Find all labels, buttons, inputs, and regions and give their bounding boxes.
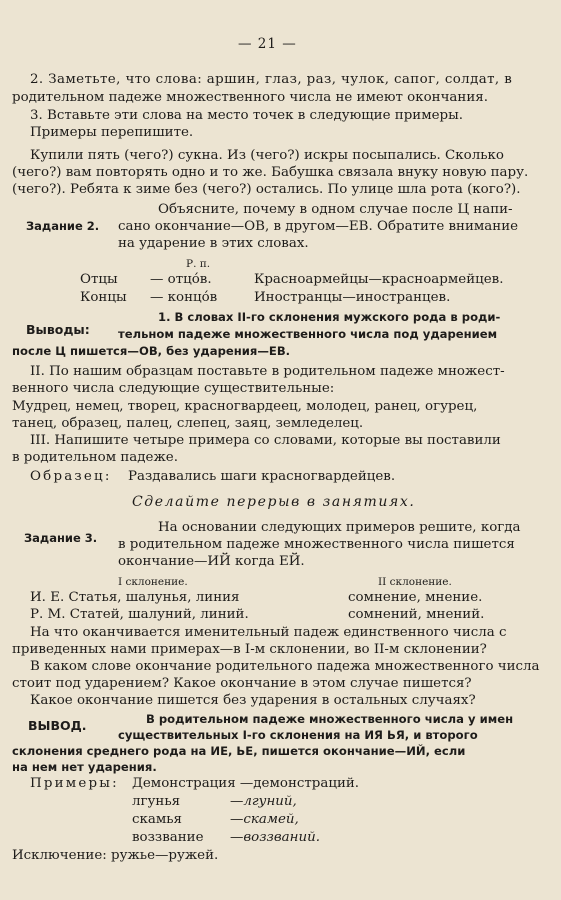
exercise-ii-line-2: венного числа следующие существительные: bbox=[12, 381, 335, 396]
page-number: — 21 — bbox=[238, 36, 297, 52]
conclusions-line-1: 1. В словах II-го склонения мужского рода в роди- bbox=[158, 310, 501, 324]
exercise-3-line: 3. Вставьте эти слова на место точек в следующие примеры. bbox=[30, 108, 464, 123]
exercise-ii-words-1: Мудрец, немец, творец, красногвардеец, молодец, ранец, огурец, bbox=[12, 399, 478, 414]
examples-row-3-genitive: —скамей, bbox=[230, 812, 299, 827]
task-2-row-2-genitive: — концо́в bbox=[150, 290, 218, 305]
conclusion-label: ВЫВОД. bbox=[28, 718, 87, 733]
question-2-line-1: В каком слове окончание родительного падежа множественного числа bbox=[30, 659, 540, 674]
exercise-3-instruction: Примеры перепишите. bbox=[30, 125, 194, 140]
exercise-2-line-2: родительном падеже множественного числа не имеют окончания. bbox=[12, 90, 488, 105]
task-3-nominative-decl-1: И. Е. Статья, шалунья, линия bbox=[30, 590, 240, 605]
task-2-row-1-word: Отцы bbox=[80, 272, 118, 287]
sample-text: Раздавались шаги красногвардейцев. bbox=[128, 469, 396, 484]
examples-row-4-genitive: —воззваний. bbox=[230, 830, 320, 845]
question-2-line-2: стоит под ударением? Какое окончание в этом случае пишется? bbox=[12, 676, 472, 691]
conclusion-line-1: В родительном падеже множественного числа у имен bbox=[146, 712, 514, 726]
conclusions-label: Выводы: bbox=[26, 322, 90, 337]
declension-2-heading: II склонение. bbox=[378, 576, 452, 588]
conclusion-line-4: на нем нет ударения. bbox=[12, 760, 157, 774]
examples-row-3-word: скамья bbox=[132, 812, 183, 827]
task-3-line-1: На основании следующих примеров решите, когда bbox=[158, 520, 521, 535]
conclusion-line-3: склонения среднего рода на ИЕ, ЬЕ, пишется окончание—ИЙ, если bbox=[12, 744, 466, 758]
task-2-line-1: Объясните, почему в одном случае после Ц напи- bbox=[158, 202, 513, 217]
conclusion-line-2: существительных I-го склонения на ИЯ ЬЯ, и второго bbox=[118, 728, 478, 742]
examples-line-1: Купили пять (чего?) сукна. Из (чего?) искры посыпались. Сколько bbox=[30, 148, 504, 163]
conclusions-line-2: тельном падеже множественного числа под ударением bbox=[118, 327, 498, 341]
task-2-label: Задание 2. bbox=[26, 219, 100, 233]
exercise-2-line-1: 2. Заметьте, что слова: аршин, глаз, раз, чулок, сапог, солдат, в bbox=[30, 72, 513, 87]
task-3-genitive-decl-2: сомнений, мнений. bbox=[348, 607, 485, 622]
examples-row-1: Демонстрация —демонстраций. bbox=[132, 776, 360, 791]
question-1-line-1: На что оканчивается именительный падеж единственного числа с bbox=[30, 625, 507, 640]
examples-row-2-genitive: —лгуний, bbox=[230, 794, 297, 809]
task-3-label: Задание 3. bbox=[24, 531, 98, 545]
question-1-line-2: приведенных нами примерах—в I-м склонении, во II-м склонении? bbox=[12, 642, 487, 657]
examples-row-4-word: воззвание bbox=[132, 830, 204, 845]
declension-1-heading: I склонение. bbox=[118, 576, 188, 588]
exercise-iii-line-2: в родительном падеже. bbox=[12, 450, 178, 465]
task-3-genitive-decl-1: Р. М. Статей, шалуний, линий. bbox=[30, 607, 249, 622]
break-heading: Сделайте перерыв в занятиях. bbox=[132, 494, 416, 510]
conclusions-line-3: после Ц пишется—ОВ, без ударения—ЕВ. bbox=[12, 344, 291, 358]
exercise-ii-words-2: танец, образец, палец, слепец, заяц, земледелец. bbox=[12, 416, 364, 431]
task-2-line-3: на ударение в этих словах. bbox=[118, 236, 309, 251]
exercise-ii-line-1: II. По нашим образцам поставьте в родительном падеже множест- bbox=[30, 364, 505, 379]
task-2-row-2-word: Концы bbox=[80, 290, 127, 305]
task-3-nominative-decl-2: сомнение, мнение. bbox=[348, 590, 483, 605]
task-2-row-1-genitive: — отцо́в. bbox=[150, 272, 212, 287]
task-2-row-1-pair: Красноармейцы—красноармейцев. bbox=[254, 272, 504, 287]
examples-line-3: (чего?). Ребята к зиме без (чего?) остались. По улице шла рота (кого?). bbox=[12, 182, 521, 197]
examples-line-2: (чего?) вам повторять одно и то же. Бабушка связала внуку новую пару. bbox=[12, 165, 529, 180]
task-2-line-2: сано окончание—ОВ, в другом—ЕВ. Обратите внимание bbox=[118, 219, 519, 234]
task-2-row-2-pair: Иностранцы—иностранцев. bbox=[254, 290, 451, 305]
case-abbreviation: Р. п. bbox=[186, 258, 211, 270]
exception-line: Исключение: ружье—ружей. bbox=[12, 848, 219, 863]
sample-label: Образец: bbox=[30, 469, 112, 484]
examples-row-2-word: лгунья bbox=[132, 794, 181, 809]
examples-label: Примеры: bbox=[30, 776, 119, 791]
task-3-line-2: в родительном падеже множественного числа пишется bbox=[118, 537, 515, 552]
exercise-iii-line-1: III. Напишите четыре примера со словами, которые вы поставили bbox=[30, 433, 501, 448]
task-3-line-3: окончание—ИЙ когда ЕЙ. bbox=[118, 554, 305, 569]
question-3: Какое окончание пишется без ударения в остальных случаях? bbox=[30, 693, 476, 708]
